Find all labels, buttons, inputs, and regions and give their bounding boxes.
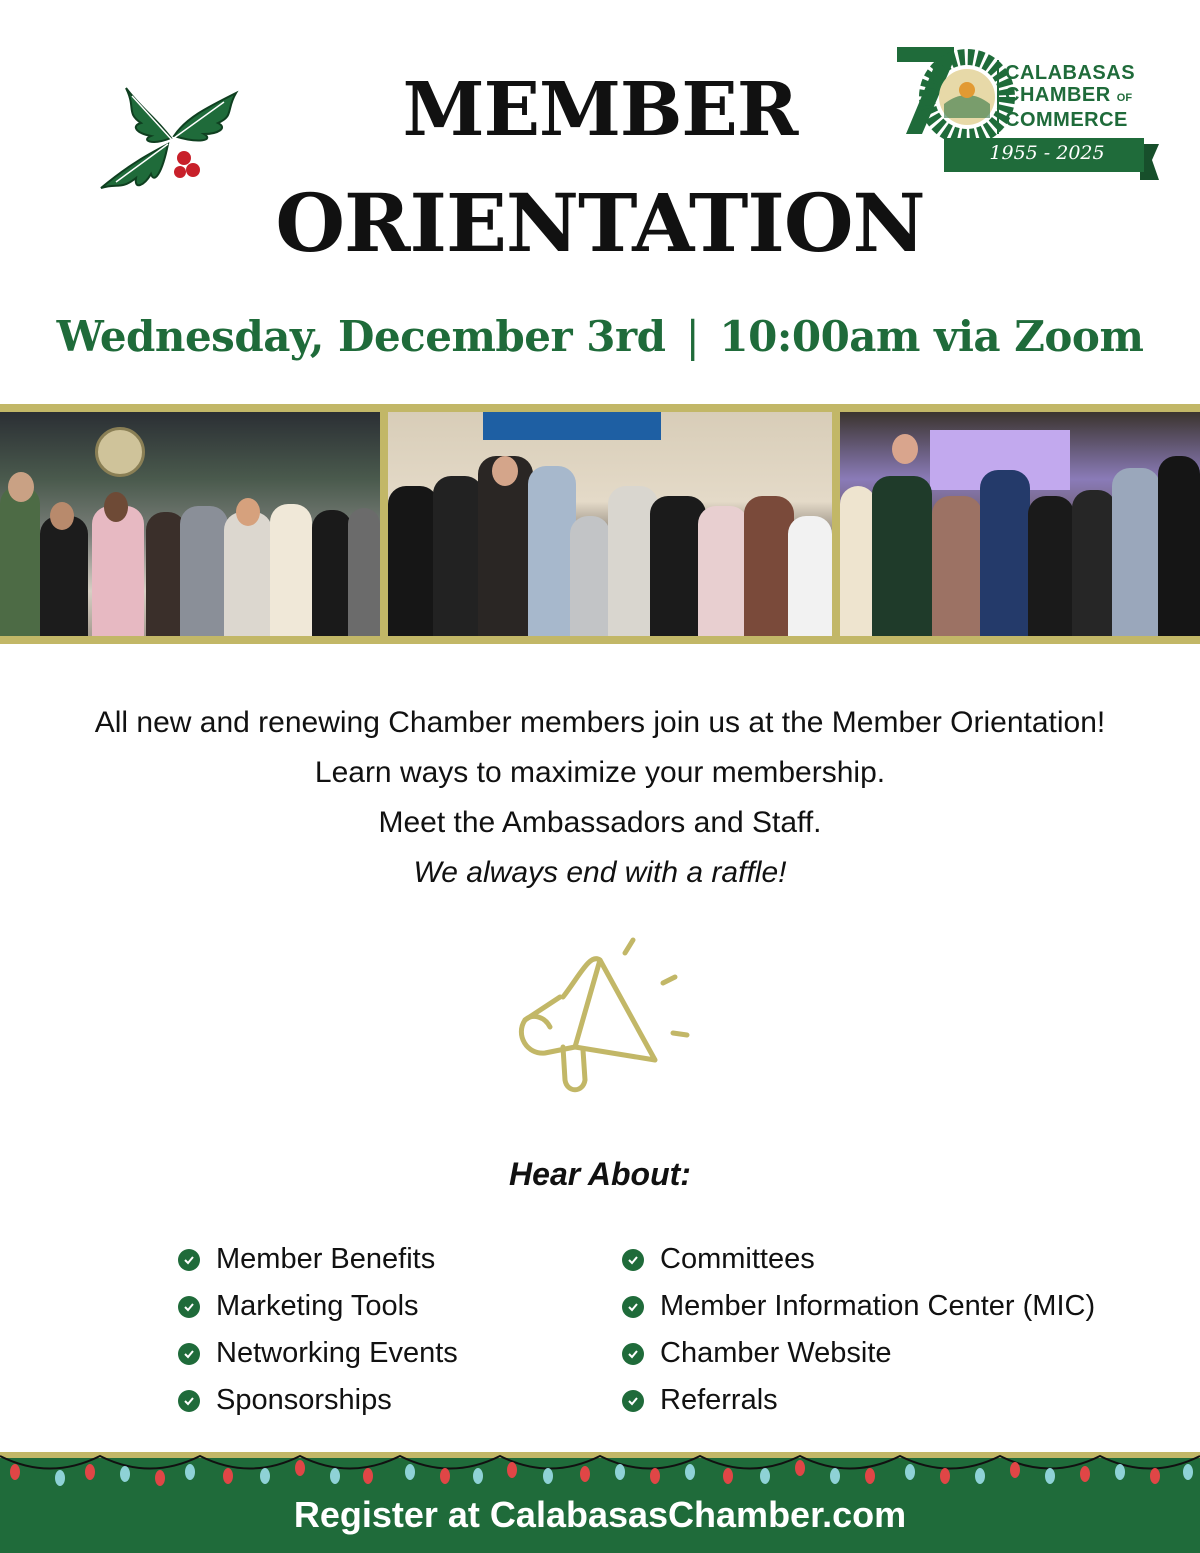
description-line-2: Learn ways to maximize your membership. (314, 756, 886, 789)
topic-list-right (622, 1236, 1095, 1424)
description-line-1: All new and renewing Chamber members join us at the Member Orientation! (94, 706, 1106, 739)
title-line-2: ORIENTATION (275, 176, 925, 270)
group-photo-1 (0, 412, 380, 636)
event-date: Wednesday, December 3rd (56, 312, 666, 361)
logo-name-line-2: CHAMBER (1005, 84, 1111, 106)
topic-list-left (178, 1236, 458, 1424)
separator: | (685, 312, 700, 361)
list-item (178, 1283, 458, 1330)
hear-about-heading: Hear About: (509, 1156, 691, 1192)
check-circle-icon (622, 1343, 644, 1365)
megaphone-icon (505, 935, 705, 1115)
check-circle-icon (178, 1296, 200, 1318)
logo-name-line-1: CALABASAS (1005, 62, 1136, 84)
list-item (622, 1236, 1095, 1283)
topic-label: Member Benefits (216, 1243, 436, 1275)
description-line-3: Meet the Ambassadors and Staff. (378, 806, 822, 839)
check-circle-icon (622, 1296, 644, 1318)
list-item (622, 1283, 1095, 1330)
title-line-1: MEMBER (402, 67, 798, 153)
check-circle-icon (178, 1249, 200, 1271)
list-item (178, 1330, 458, 1377)
logo-name-line-3: COMMERCE (1005, 109, 1128, 131)
event-date-time (0, 312, 1200, 361)
topic-label: Member Information Center (MIC) (660, 1290, 1096, 1322)
topic-label: Chamber Website (660, 1337, 892, 1369)
event-time: 10:00am via Zoom (719, 312, 1144, 361)
topic-label: Sponsorships (216, 1384, 392, 1416)
description-line-4: We always end with a raffle! (413, 856, 787, 889)
topic-label: Committees (660, 1243, 815, 1275)
list-item (622, 1330, 1095, 1377)
topic-label: Marketing Tools (216, 1290, 419, 1322)
list-item (178, 1377, 458, 1424)
check-circle-icon (622, 1390, 644, 1412)
chamber-name (1005, 62, 1135, 131)
topic-label: Networking Events (216, 1337, 458, 1369)
check-circle-icon (622, 1249, 644, 1271)
list-item (178, 1236, 458, 1283)
group-photo-3 (840, 412, 1200, 636)
register-link[interactable]: Register at CalabasasChamber.com (293, 1494, 907, 1535)
check-circle-icon (178, 1343, 200, 1365)
group-photo-2 (388, 412, 832, 636)
topic-label: Referrals (660, 1384, 778, 1416)
list-item (622, 1377, 1095, 1424)
logo-years: 1955 - 2025 (989, 142, 1105, 164)
logo-name-of: OF (1116, 92, 1133, 104)
check-circle-icon (178, 1390, 200, 1412)
